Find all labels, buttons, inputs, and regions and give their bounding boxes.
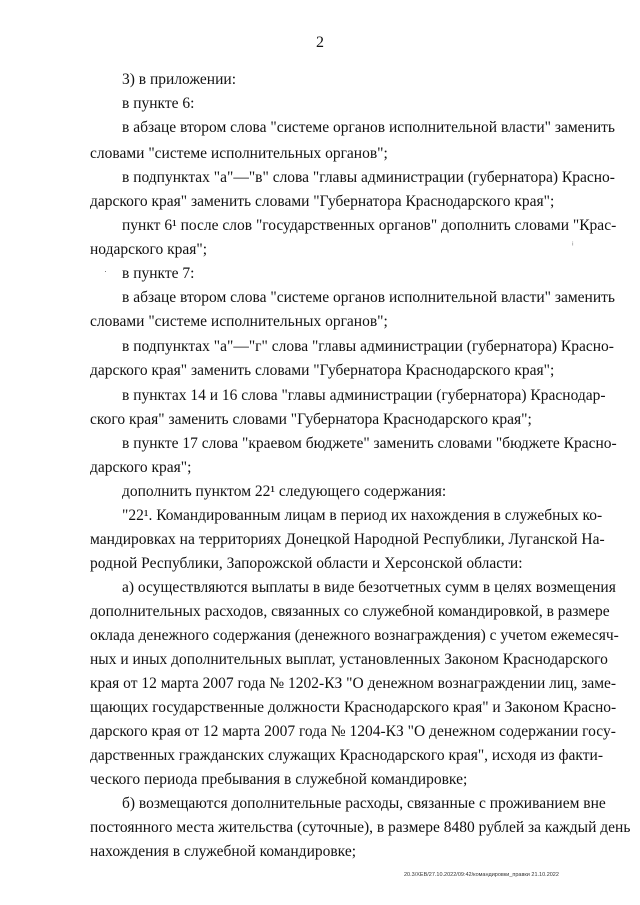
- text-line: дарского края" заменить словами "Губернатора Краснодарского края";: [90, 193, 555, 210]
- text-line: ческого периода пребывания в служебной командировке;: [90, 771, 468, 788]
- text-line: в пункте 6:: [122, 95, 195, 112]
- text-line: "22¹. Командированным лицам в период их нахождения в служебных ко-: [122, 507, 603, 524]
- page-number: 2: [316, 34, 324, 51]
- text-line: в пункте 17 слова "краевом бюджете" заменить словами "бюджете Красно-: [122, 435, 617, 452]
- text-line: дарского края от 12 марта 2007 года № 1204-КЗ "О денежном содержании госу-: [90, 723, 616, 740]
- footer-file-reference: 20.3/ХЕВ/27.10.2022/09:42/командировки_правки 21.10.2022: [404, 872, 559, 878]
- text-line: словами "системе исполнительных органов";: [90, 313, 388, 330]
- text-line: дарского края";: [90, 459, 192, 476]
- text-line: в подпунктах "а"—"г" слова "главы администрации (губернатора) Красно-: [122, 338, 614, 355]
- text-line: ных и иных дополнительных выплат, установленных Законом Краснодарского: [90, 651, 608, 668]
- text-line: б) возмещаются дополнительные расходы, связанные с проживанием вне: [122, 795, 606, 812]
- text-line: в абзаце втором слова "системе органов исполнительной власти" заменить: [122, 119, 615, 136]
- text-line: родной Республики, Запорожской области и Херсонской области:: [90, 555, 523, 572]
- text-line: оклада денежного содержания (денежного вознаграждения) с учетом ежемесяч-: [90, 627, 619, 644]
- text-line: дарственных гражданских служащих Краснодарского края", исходя из факти-: [90, 747, 603, 764]
- text-line: постоянного места жительства (суточные), в размере 8480 рублей за каждый день: [90, 819, 631, 836]
- scan-speck-icon: ⁱ: [572, 240, 574, 250]
- text-line: дополнительных расходов, связанных со служебной командировкой, в размере: [90, 603, 610, 620]
- text-line: дополнить пунктом 22¹ следующего содержания:: [122, 483, 447, 500]
- text-line: дарского края" заменить словами "Губернатора Краснодарского края";: [90, 362, 555, 379]
- text-line: края от 12 марта 2007 года № 1202-КЗ "О денежном вознаграждении лиц, заме-: [90, 675, 617, 692]
- text-line: нахождения в служебной командировке;: [90, 843, 357, 860]
- text-line: в абзаце втором слова "системе органов исполнительной власти" заменить: [122, 289, 615, 306]
- text-line: в подпунктах "а"—"в" слова "главы администрации (губернатора) Красно-: [122, 169, 615, 186]
- text-line: а) осуществляются выплаты в виде безотчетных сумм в целях возмещения: [122, 579, 616, 596]
- text-line: в пункте 7:: [122, 265, 195, 282]
- text-line: ского края" заменить словами "Губернатора Краснодарского края";: [90, 411, 532, 428]
- text-line: щающих государственные должности Краснодарского края" и Законом Красно-: [90, 699, 617, 716]
- text-line: 3) в приложении:: [122, 71, 236, 88]
- text-line: нодарского края";: [90, 241, 208, 258]
- text-line: пункт 6¹ после слов "государственных органов" дополнить словами "Крас-: [122, 217, 617, 234]
- scan-speck-icon: ·: [104, 266, 107, 276]
- text-line: мандировках на территориях Донецкой Народной Республики, Луганской На-: [90, 531, 605, 548]
- text-line: в пунктах 14 и 16 слова "главы администрации (губернатора) Краснодар-: [122, 387, 606, 404]
- text-line: словами "системе исполнительных органов";: [90, 145, 388, 162]
